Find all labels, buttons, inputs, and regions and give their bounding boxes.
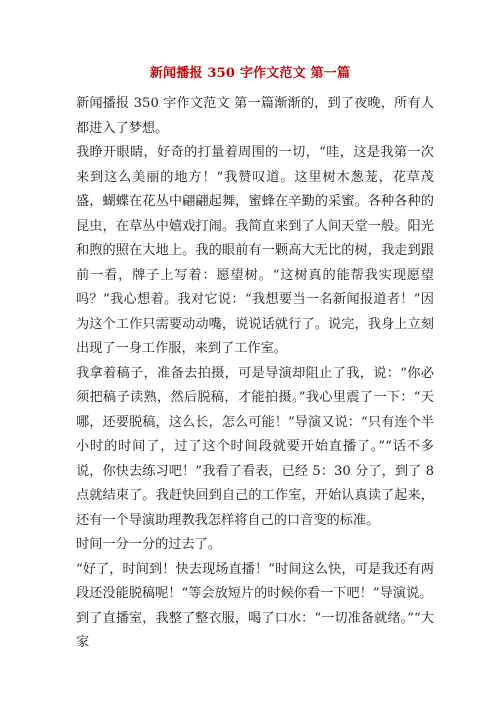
paragraph: 新闻播报 350 字作文范文 第一篇渐渐的，到了夜晚，所有人都进入了梦想。 bbox=[76, 96, 434, 136]
paragraph: “好了，时间到！快去现场直播！”时间这么快，可是我还有两段还没能脱稿呢！“等会放短片的时候你看一下吧！”导演说。 bbox=[76, 561, 434, 601]
document-title: 新闻播报 350 字作文范文 第一篇 bbox=[149, 66, 351, 81]
paragraph: 到了直播室，我整了整衣服，喝了口水：“一切准备就绪。”“大家 bbox=[76, 610, 434, 650]
paragraph: 时间一分一分的过去了。 bbox=[76, 537, 222, 552]
document-body bbox=[76, 92, 434, 656]
paragraph: 我睁开眼睛，好奇的打量着周围的一切，“哇，这是我第一次来到这么美丽的地方！”我赞叹道。这里树木葱茏，花草茂盛，蝴蝶在花丛中翩翩起舞，蜜蜂在辛勤的采蜜。各种各种的昆虫，在草丛中嬉戏打闹。我简直来到了人间天堂一般。阳光和煦的照在大地上。我的眼前有一颗高大无比的树，我走到跟前一看，牌子上写着：愿望树。“这树真的能帮我实现愿望吗？”我心想着。我对它说：“我想要当一名新闻报道者！”因为这个工作只需要动动嘴，说说话就行了。说完，我身上立刻出现了一身工作服，来到了工作室。 bbox=[76, 145, 434, 356]
paragraph: 我拿着稿子，准备去拍摄，可是导演却阻止了我，说：“你必须把稿子读熟，然后脱稿，才能拍摄。”我心里震了一下：“天哪，还要脱稿，这么长，怎么可能！”导演又说：“只有连个半小时的时间了，过了这个时间段就要开始直播了。”“话不多说，你快去练习吧！”我看了看表，已经 5：30 分了，到了 8 点就结束了。我赶快回到自己的工作室，开始认真读了起来，还有一个导演助理教我怎样将自己的口音变的标准。 bbox=[76, 365, 434, 528]
